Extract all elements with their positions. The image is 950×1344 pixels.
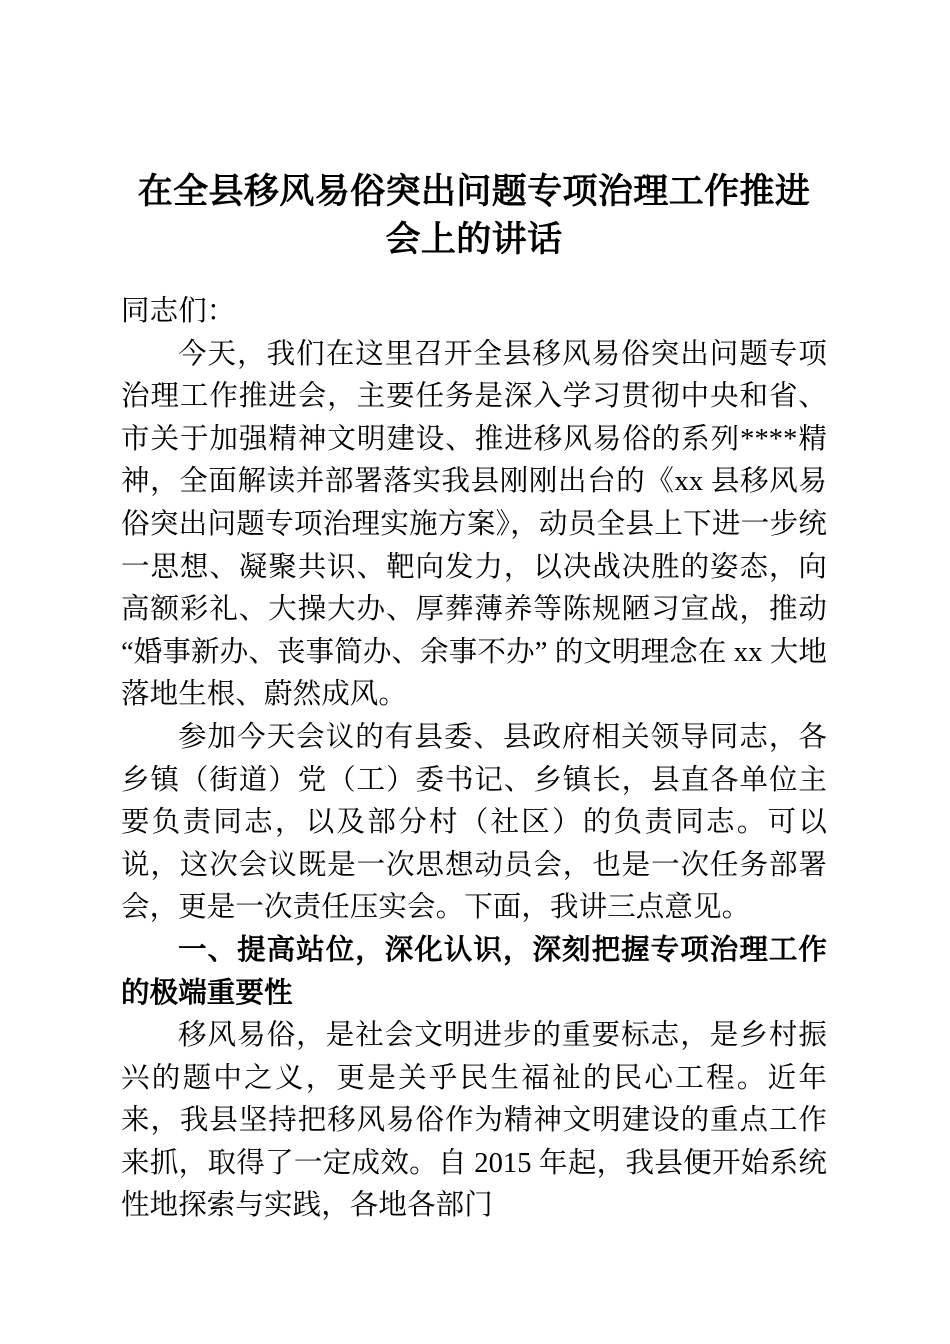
paragraph-attendees: 参加今天会议的有县委、县政府相关领导同志，各乡镇（街道）党（工）委书记、乡镇长，县直各单位主要负责同志，以及部分村（社区）的负责同志。可以说，这次会议既是一次思想动员会，也是一次任务部署会，更是一次责任压实会。下面，我讲三点意见。 <box>121 721 827 924</box>
section-heading-one: 一、提高站位，深化认识，深刻把握专项治理工作的极端重要性 <box>121 934 827 1009</box>
salutation-line: 同志们： <box>121 296 236 327</box>
page-title: 在全县移风易俗突出问题专项治理工作推进会上的讲话 <box>137 172 811 259</box>
paragraph-significance: 移风易俗，是社会文明进步的重要标志，是乡村振兴的题中之义，更是关乎民生福祉的民心工程。近年来，我县坚持把移风易俗作为精神文明建设的重点工作来抓，取得了一定成效。自 2015 年起，我县便开始系统性地探索与实践，各地各部门 <box>121 1020 827 1222</box>
paragraph-opening-remarks: 今天，我们在这里召开全县移风易俗突出问题专项治理工作推进会，主要任务是深入学习贯彻中央和省、市关于加强精神文明建设、推进移风易俗的系列****精神，全面解读并部署落实我县刚刚出台的《xx 县移风易俗突出问题专项治理实施方案》，动员全县上下进一步统一思想、凝聚共识、靶向发力，以决战决胜的姿态，向高额彩礼、大操大办、厚葬薄养等陈规陋习宣战，推动 “婚事新办、丧事简办、余事不办” 的文明理念在 xx 大地落地生根、蔚然成风。 <box>121 338 827 711</box>
document-body <box>121 0 827 1228</box>
